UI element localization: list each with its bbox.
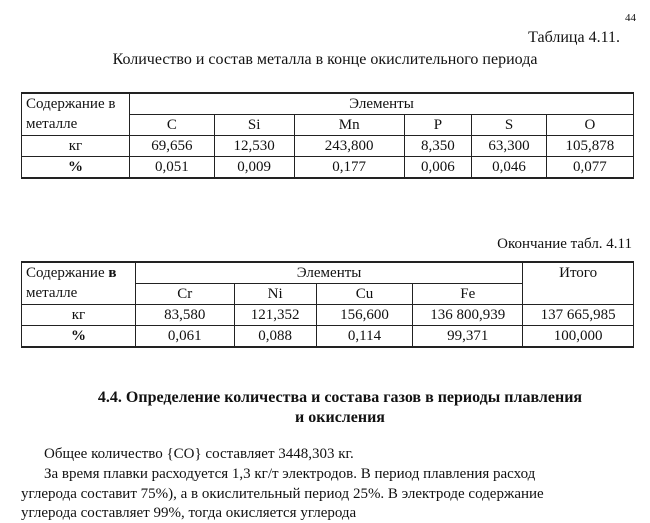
column-header: S — [472, 115, 547, 136]
column-header: P — [404, 115, 472, 136]
section-heading-line1: 4.4. Определение количества и состава газов в периоды плавления — [97, 389, 583, 406]
table-cell: 0,088 — [234, 326, 316, 348]
table-cell: 0,046 — [472, 157, 547, 179]
table-cell: 0,061 — [135, 326, 234, 348]
column-header: Ni — [234, 284, 316, 305]
table-caption: Таблица 4.11. — [528, 29, 620, 46]
section-heading — [40, 388, 640, 428]
table-cell: 12,530 — [214, 136, 294, 157]
paragraph-line: За время плавки расходуется 1,3 кг/т электродов. В период плавления расход — [44, 466, 536, 482]
column-header: C — [130, 115, 215, 136]
table-cell: 63,300 — [472, 136, 547, 157]
table-cell: 100,000 — [523, 326, 634, 348]
row-header-cell — [22, 93, 130, 136]
table-cell: 136 800,939 — [413, 305, 523, 326]
table-cell: 99,371 — [413, 326, 523, 348]
table-row — [22, 326, 634, 348]
column-header: Mn — [294, 115, 404, 136]
table-cell: 0,114 — [316, 326, 413, 348]
table-cell: 0,009 — [214, 157, 294, 179]
table-cell: 0,006 — [404, 157, 472, 179]
table-cell: 83,580 — [135, 305, 234, 326]
page-number: 44 — [625, 12, 636, 24]
group-header: Элементы — [130, 93, 634, 115]
table-cell: 243,800 — [294, 136, 404, 157]
section-heading-line2: и окисления — [295, 409, 385, 426]
row-header-a: Содержание — [26, 265, 105, 281]
table-cell: 0,177 — [294, 157, 404, 179]
table-cell: 8,350 — [404, 136, 472, 157]
metal-composition-table — [21, 92, 634, 179]
table-row — [22, 157, 634, 179]
row-label: кг — [22, 305, 136, 326]
table-cell: 0,077 — [546, 157, 633, 179]
paragraph-line: углерода составляет 99%, тогда окисляется углерода — [21, 505, 357, 521]
table-cell: 137 665,985 — [523, 305, 634, 326]
column-header: Cr — [135, 284, 234, 305]
column-header: Si — [214, 115, 294, 136]
table-cell: 69,656 — [130, 136, 215, 157]
table-row — [22, 305, 634, 326]
paragraph-line: Общее количество {CO} составляет 3448,303 кг. — [44, 446, 354, 462]
row-header-b: в — [108, 265, 117, 281]
table-cell: 105,878 — [546, 136, 633, 157]
table-title: Количество и состав металла в конце окислительного периода — [112, 51, 538, 68]
table-end-caption: Окончание табл. 4.11 — [497, 236, 632, 252]
column-header: Cu — [316, 284, 413, 305]
row-label: % — [22, 157, 130, 179]
column-header: O — [546, 115, 633, 136]
row-header-cell — [22, 262, 136, 305]
metal-composition-table-end — [21, 261, 634, 348]
table-cell: 0,051 — [130, 157, 215, 179]
table-row — [22, 136, 634, 157]
row-header: Содержание в металле — [26, 96, 116, 132]
group-header: Элементы — [135, 262, 522, 284]
row-header-c: металле — [26, 285, 78, 301]
row-label: % — [22, 326, 136, 348]
column-header: Fe — [413, 284, 523, 305]
table-cell: 121,352 — [234, 305, 316, 326]
total-header: Итого — [523, 262, 634, 305]
table-cell: 156,600 — [316, 305, 413, 326]
row-label: кг — [22, 136, 130, 157]
paragraph-line: углерода составит 75%), а в окислительный период 25%. В электроде содержание — [21, 486, 544, 502]
